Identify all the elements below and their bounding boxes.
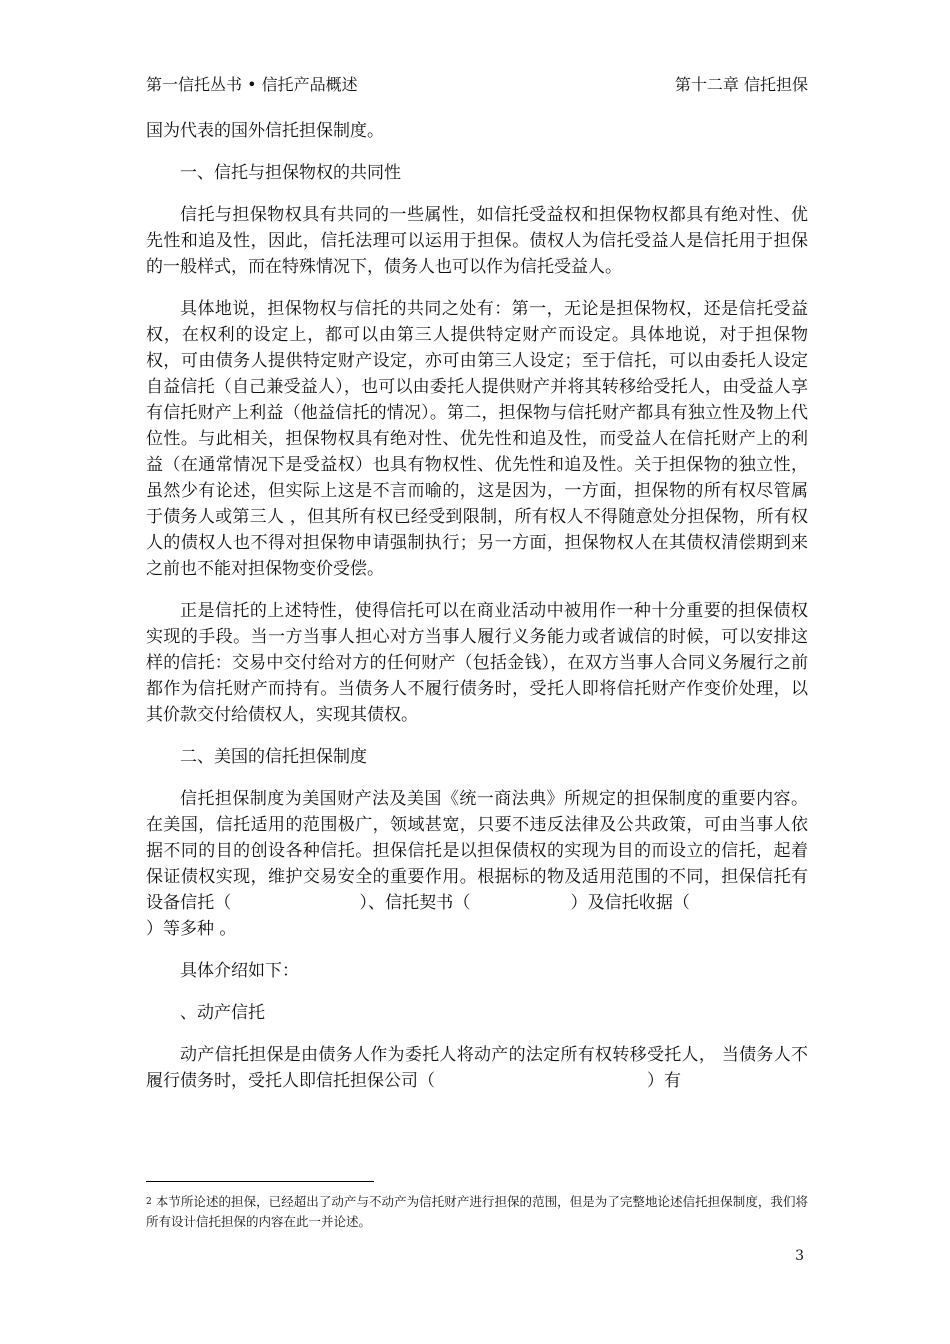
paragraph-continuation: 国为代表的国外信托担保制度。 (146, 121, 384, 141)
paragraph-6-part-a: 动产信托担保是由债务人作为委托人将动产的法定所有权转移受托人， 当债务人不履行债务时，受托人即信托担保公司（ (146, 1045, 808, 1091)
paragraph-3: 正是信托的上述特性，使得信托可以在商业活动中被用作一种十分重要的担保债权实现的手段。当一方当事人担心对方当事人履行义务能力或者诚信的时候，可以安排这样的信托：交易中交付给对方的任何财产（包括金钱），在双方当事人合同义务履行之前都作为信托财产而持有。当债务人不履行债务时，受托人即将信托财产作变价处理，以其价款交付给债权人，实现其债权。 (146, 601, 808, 725)
page-number: 3 (795, 1248, 804, 1264)
running-header-left: 第一信托丛书 • 信托产品概述 (146, 75, 358, 94)
section-heading-1: 一、信托与担保物权的共同性 (180, 163, 401, 183)
paragraph-5: 具体介绍如下： (180, 961, 299, 981)
paragraph-4-part-a: 信托担保制度为美国财产法及美国《统一商法典》所规定的担保制度的重要内容。在美国，信托适用的范围极广，领域甚宽，只要不违反法律及公共政策，可由当事人依据不同的目的创设各种信托。担保信托是以担保债权的实现为目的而设立的信托，起着保证债权实现，维护交易安全的重要作用。根据标的物及适用范围的不同，担保信托有设备信托（ (146, 789, 808, 913)
body-text (146, 118, 808, 1110)
paragraph-4-part-d: ）等多种 。 (146, 919, 237, 939)
paragraph-6 (146, 1042, 808, 1094)
paragraph-4-part-c: ）及信托收据（ (570, 893, 691, 913)
section-heading-3: 、动产信托 (180, 1003, 265, 1023)
paragraph-6-part-b: ）有 (647, 1071, 681, 1091)
paragraph-4 (146, 786, 808, 942)
footnote-separator (146, 1181, 374, 1182)
footnote-mark: 2 (146, 1197, 152, 1207)
running-header-right: 第十二章 信托担保 (674, 75, 808, 94)
footnote (146, 1192, 808, 1232)
paragraph-2: 具体地说，担保物权与信托的共同之处有：第一，无论是担保物权，还是信托受益权，在权利的设定上，都可以由第三人提供特定财产而设定。具体地说，对于担保物权，可由债务人提供特定财产设定，亦可由第三人设定；至于信托，可以由委托人设定自益信托（自己兼受益人），也可以由委托人提供财产并将其转移给受托人，由受益人享有信托财产上利益（他益信托的情况）。第二，担保物与信托财产都具有独立性及物上代位性。与此相关，担保物权具有绝对性、优先性和追及性，而受益人在信托财产上的利益（在通常情况下是受益权）也具有物权性、优先性和追及性。关于担保物的独立性，虽然少有论述，但实际上这是不言而喻的，这是因为，一方面，担保物的所有权尽管属于债务人或第三人 ，但其所有权已经受到限制，所有权人不得随意处分担保物，所有权人的债权人也不得对担保物申请强制执行；另一方面，担保物权人在其债权清偿期到来之前也不能对担保物变价受偿。 (146, 299, 808, 579)
section-heading-2: 二、美国的信托担保制度 (180, 747, 367, 767)
footnote-text: 本节所论述的担保，已经超出了动产与不动产为信托财产进行担保的范围，但是为了完整地论述信托担保制度，我们将所有设计信托担保的内容在此一并论述。 (146, 1194, 808, 1229)
paragraph-4-part-b: ）、信托契书（ (359, 893, 471, 913)
paragraph-1: 信托与担保物权具有共同的一些属性，如信托受益权和担保物权都具有绝对性、优先性和追及性，因此，信托法理可以运用于担保。债权人为信托受益人是信托用于担保的一般样式，而在特殊情况下，债务人也可以作为信托受益人。 (146, 205, 808, 277)
